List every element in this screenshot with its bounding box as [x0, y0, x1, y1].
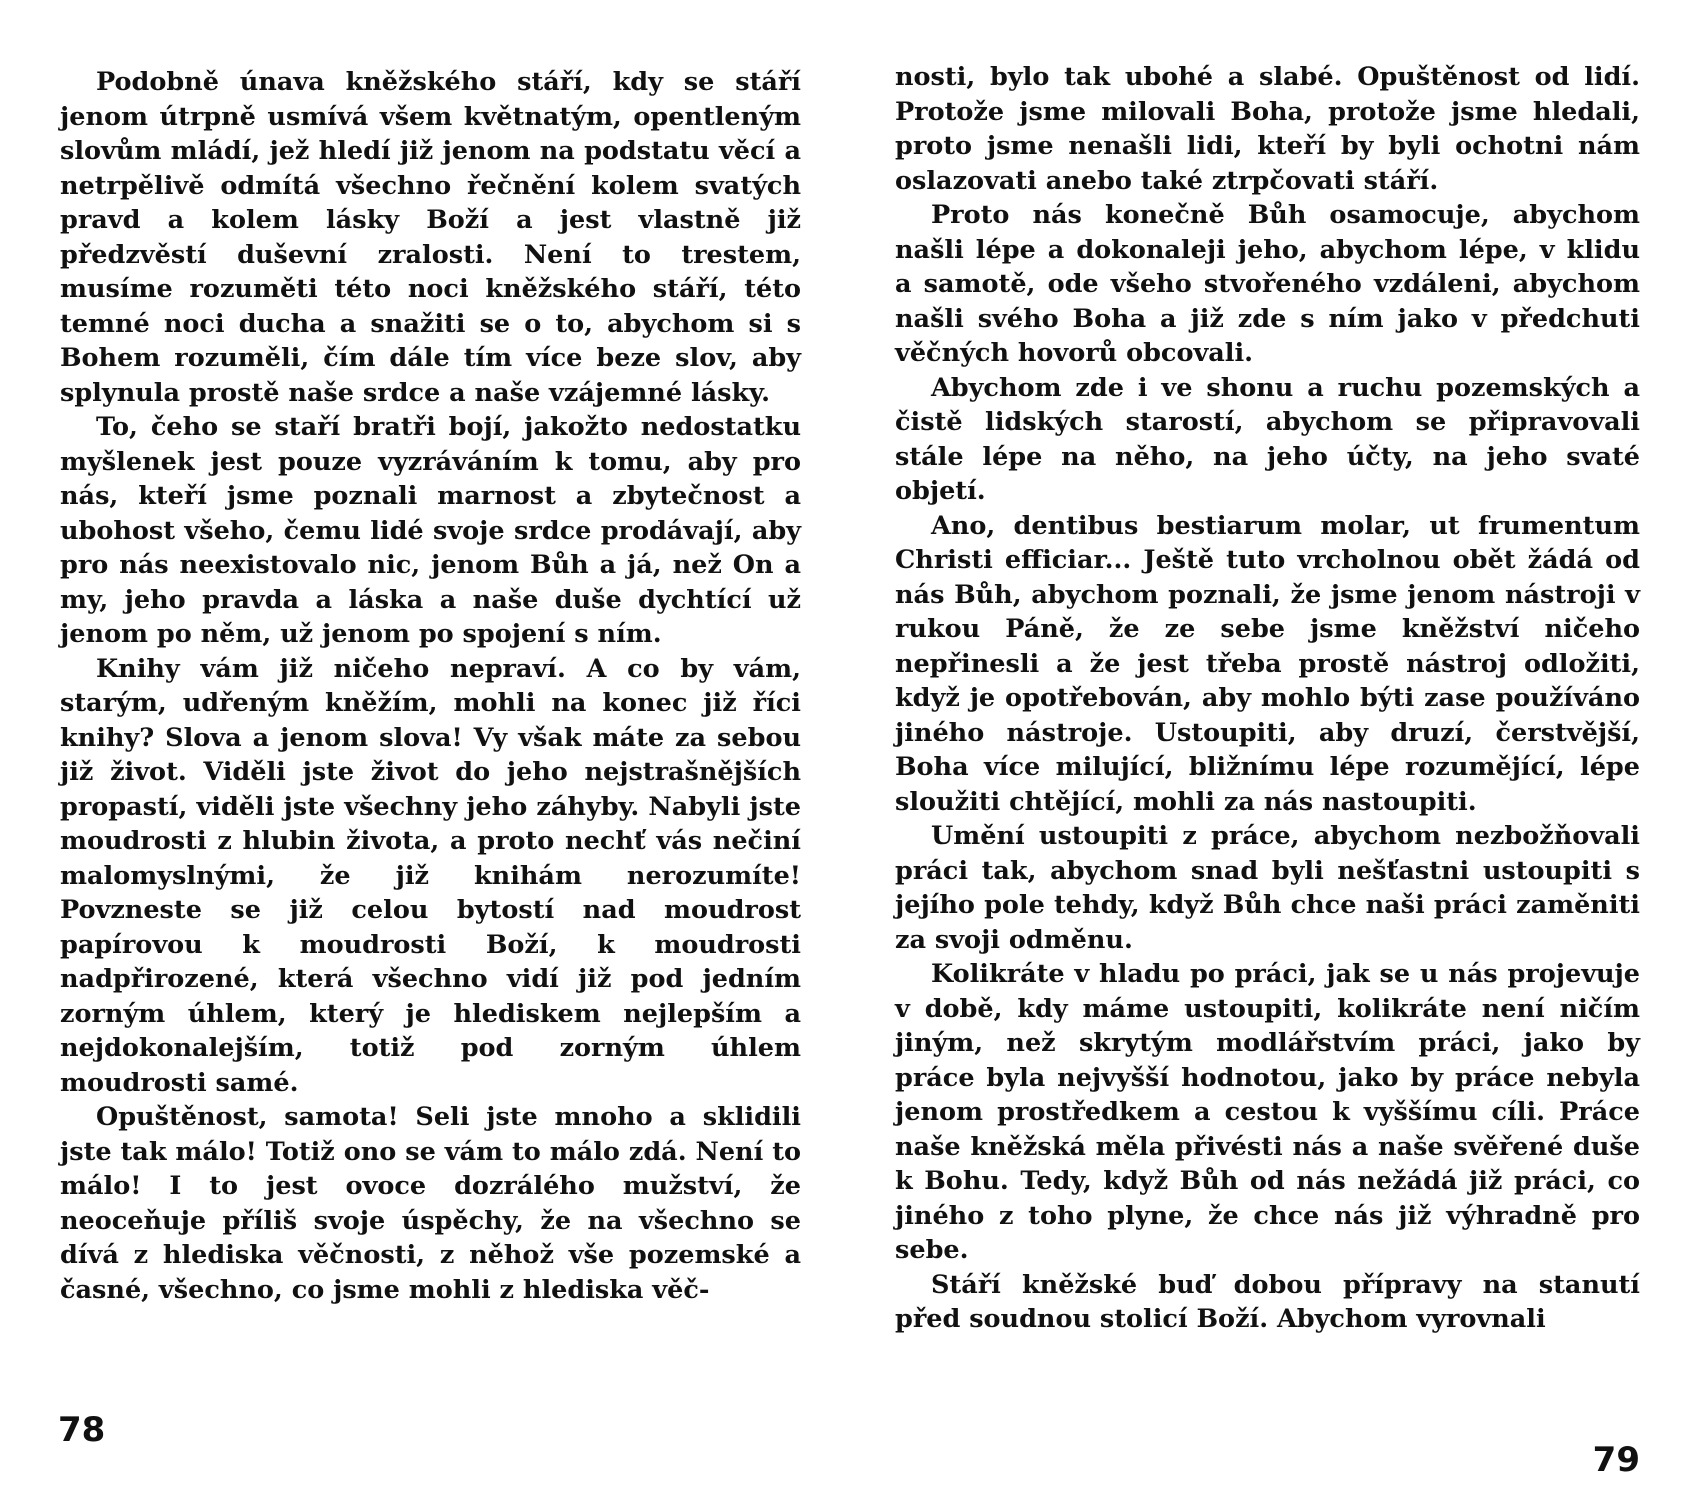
paragraph: Umění ustoupiti z práce, abychom nezbožňovali práci tak, abychom snad byli nešťastni ustoupiti s jejího pole tehdy, když Bůh chce naši práci zaměniti za svoji odměnu.: [895, 821, 1640, 955]
paragraph-continuation: nosti, bylo tak ubohé a slabé. Opuštěnost od lidí. Protože jsme milovali Boha, protože jsme hledali, proto jsme nenašli lidi, kteří by byli ochotni nám oslazovati anebo také ztrpčovati stáří.: [895, 62, 1640, 196]
left-page-text: [60, 65, 801, 1307]
right-page-text: [895, 60, 1640, 1337]
paragraph: Ano, dentibus bestiarum molar, ut frumentum Christi efficiar... Ještě tuto vrcholnou obět žádá od nás Bůh, abychom poznali, že jsme jenom nástroji v rukou Páně, že ze sebe jsme kněžství ničeho nepřinesli a že jest třeba prostě nástroj odložiti, když je opotřebován, aby mohlo býti zase používáno jiného nástroje. Ustoupiti, aby druzí, čerstvější, Boha více milující, bližnímu lépe rozumějící, lépe sloužiti chtějící, mohli za nás nastoupiti.: [895, 510, 1640, 817]
paragraph: Knihy vám již ničeho nepraví. A co by vám, starým, udřeným kněžím, mohli na konec již říci knihy? Slova a jenom slova! Vy však máte za sebou již život. Viděli jste život do jeho nejstrašnějších propastí, viděli jste všechny jeho záhyby. Nabyli jste moudrosti z hlubin života, a proto nechť vás nečiní malomyslnými, že již knihám nerozumíte! Povzneste se již celou bytostí nad moudrost papírovou k moudrosti Boží, k moudrosti nadpřirozené, která všechno vidí již pod jedním zorným úhlem, který je hlediskem nejlepším a nejdokonalejším, totiž pod zorným úhlem moudrosti samé.: [60, 653, 801, 1098]
paragraph: Stáří kněžské buď dobou přípravy na stanutí před soudnou stolicí Boží. Abychom vyrovnali: [895, 1269, 1640, 1334]
paragraph: Opuštěnost, samota! Seli jste mnoho a sklidili jste tak málo! Totiž ono se vám to málo zdá. Není to málo! I to jest ovoce dozrálého mužství, že neoceňuje příliš svoje úspěchy, že na všechno se dívá z hlediska věčnosti, z něhož vše pozemské a časné, všechno, co jsme mohli z hlediska věč-: [60, 1102, 801, 1305]
paragraph: Podobně únava kněžského stáří, kdy se stáří jenom útrpně usmívá všem květnatým, opentleným slovům mládí, jež hledí již jenom na podstatu věcí a netrpělivě odmítá všechno řečnění kolem svatých pravd a kolem lásky Boží a jest vlastně již předzvěstí duševní zralosti. Není to trestem, musíme rozuměti této noci kněžského stáří, této temné noci ducha a snažiti se o to, abychom si s Bohem rozuměli, čím dále tím více beze slov, aby splynula prostě naše srdce a naše vzájemné lásky.: [60, 67, 801, 408]
page-number-left: 78: [58, 1410, 106, 1450]
paragraph: To, čeho se staří bratři bojí, jakožto nedostatku myšlenek jest pouze vyzráváním k tomu, aby pro nás, kteří jsme poznali marnost a zbytečnost a ubohost všeho, čemu lidé svoje srdce prodávají, aby pro nás neexistovalo nic, jenom Bůh a já, než On a my, jeho pravda a láska a naše duše dychtící už jenom po něm, už jenom po spojení s ním.: [60, 412, 801, 649]
paragraph: Kolikráte v hladu po práci, jak se u nás projevuje v době, kdy máme ustoupiti, kolikráte není ničím jiným, než skrytým modlářstvím práci, jako by práce byla nejvyšší hodnotou, jako by práce nebyla jenom prostředkem a cestou k vyššímu cíli. Práce naše kněžská měla přivésti nás a naše svěřené duše k Bohu. Tedy, když Bůh od nás nežádá již práci, co jiného z toho plyne, že chce nás již výhradně pro sebe.: [895, 959, 1640, 1265]
page-number-right: 79: [1592, 1440, 1640, 1480]
right-page: [851, 0, 1702, 1500]
paragraph: Abychom zde i ve shonu a ruchu pozemských a čistě lidských starostí, abychom se připravovali stále lépe na něho, na jeho účty, na jeho svaté objetí.: [895, 372, 1640, 506]
paragraph: Proto nás konečně Bůh osamocuje, abychom našli lépe a dokonaleji jeho, abychom lépe, v klidu a samotě, ode všeho stvořeného vzdáleni, abychom našli svého Boha a již zde s ním jako v předchuti věčných hovorů obcovali.: [895, 200, 1640, 368]
